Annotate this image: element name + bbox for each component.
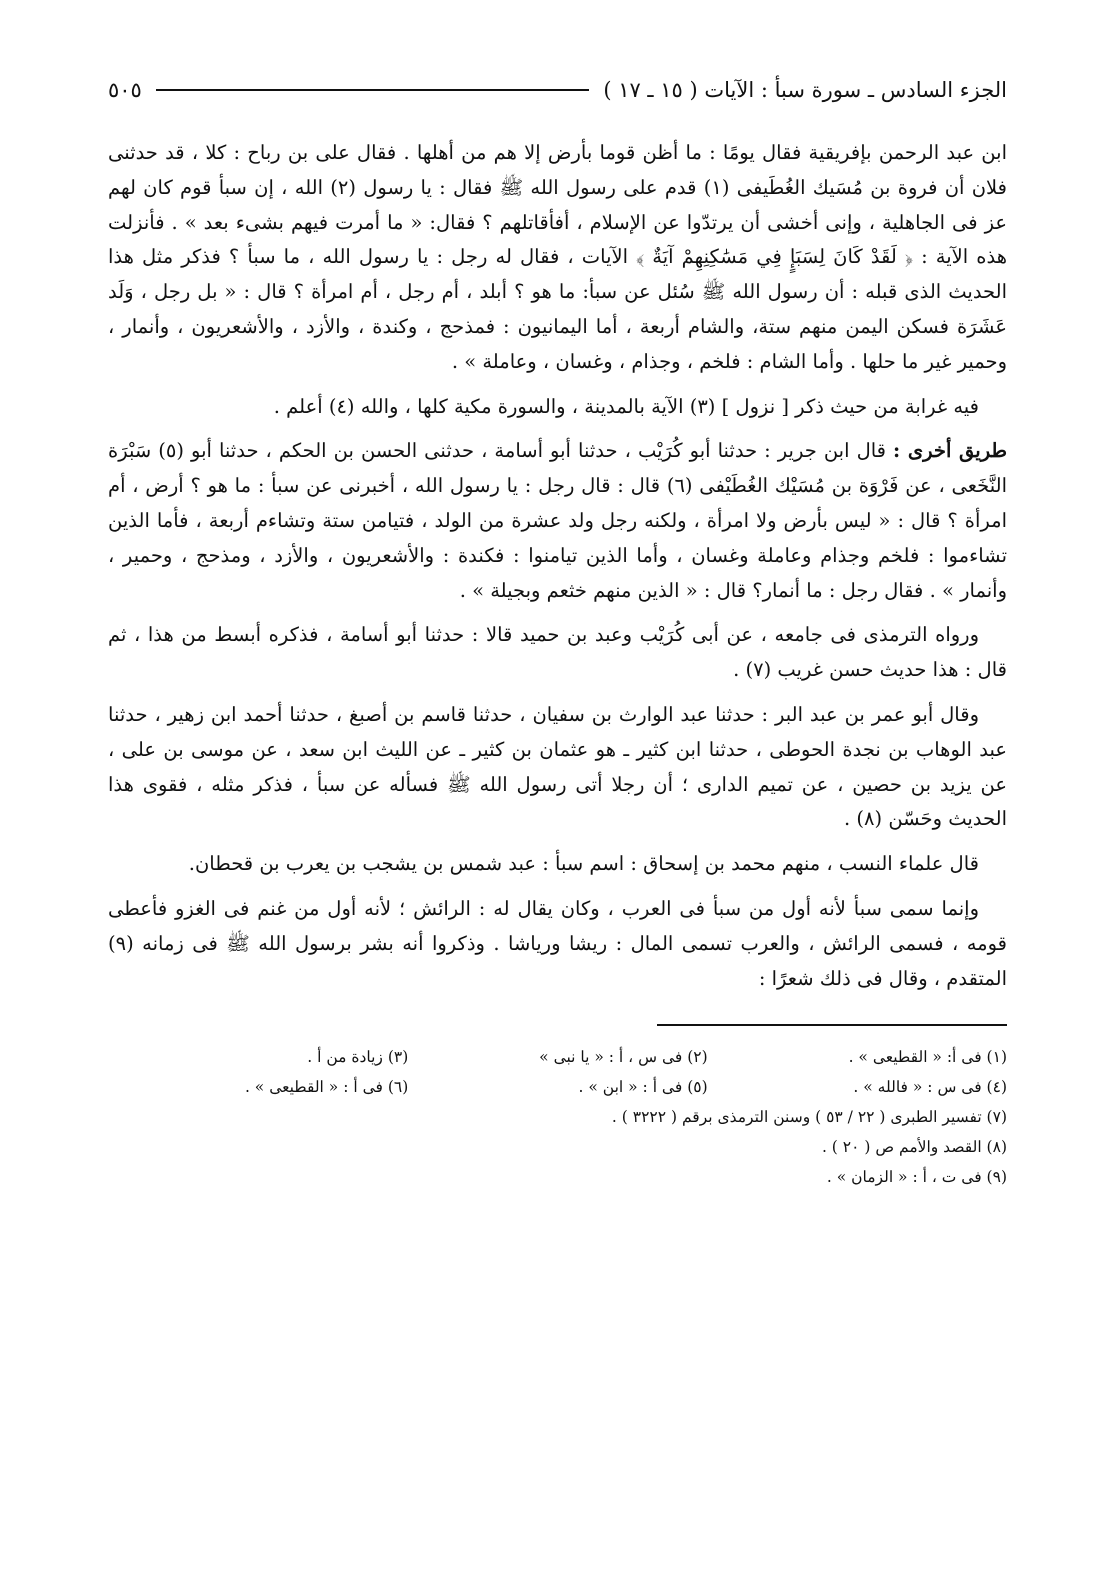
paragraph <box>108 698 1007 837</box>
footnote: (٦) فى أ : « القطيعى » . <box>244 1078 409 1097</box>
paragraph-text: قال ابن جرير : حدثنا أبو كُرَيْب ، حدثنا أبو أسامة ، حدثنى الحسن بن الحكم ، حدثنا أبو (٥) سَبْرَة النَّخَعى ، عن فَرْوَة بن مُسَيْك الغُطَيْفى (٦) قال : قال رجل : يا رسول الله ، أخبرنى عن سبأ : ما هو ؟ أرض ، أم امرأة ؟ قال : « ليس بأرض ولا امرأة ، ولكنه رجل ولد عشرة من الولد ، فتيامن ستة وتشاءم أربعة ، فأما الذين تشاءموا : فلخم وجذام وعاملة وغسان ، وأما الذين تيامنوا : فكندة : والأشعريون ، والأزد ، ومذحج ، وحمير ، وأنمار » . فقال رجل : ما أنمار؟ قال : « الذين منهم خثعم وبجيلة » . <box>108 439 1007 602</box>
footnote: (٩) فى ت ، أ : « الزمان » . <box>826 1168 1007 1187</box>
running-title: الجزء السادس ـ سورة سبأ : الآيات ( ١٥ ـ ١٧ ) <box>603 78 1007 102</box>
footnote: (٢) فى س ، أ : « يا نبى » <box>539 1048 708 1067</box>
footnote: (٣) زيادة من أ . <box>307 1048 409 1067</box>
page-number: ٥٠٥ <box>108 78 142 102</box>
header-rule <box>156 89 589 91</box>
paragraph <box>108 434 1007 608</box>
footnote-row <box>108 1072 1007 1102</box>
paragraph-text: فيه غرابة من حيث ذكر [ نزول ] (٣) الآية بالمدينة ، والسورة مكية كلها ، والله (٤) أعلم . <box>273 394 979 418</box>
paragraph-text: وقال أبو عمر بن عبد البر : حدثنا عبد الوارث بن سفيان ، حدثنا قاسم بن أصبغ ، حدثنا أحمد ابن زهير ، حدثنا عبد الوهاب بن نجدة الحوطى ، حدثنا ابن كثير ـ هو عثمان بن كثير ـ عن الليث ابن سعد ، عن موسى بن على ، عن يزيد بن حصين ، عن تميم الدارى ؛ أن رجلا أتى رسول الله ﷺ فسأله عن سبأ ، فذكر مثله ، فقوى هذا الحديث وحَسّن (٨) . <box>108 702 1007 831</box>
paragraph-text: ابن عبد الرحمن بإفريقية فقال يومًا : ما أظن قوما بأرض إلا هم من أهلها . فقال على بن رباح : كلا ، قد حدثنى فلان أن فروة بن مُسَيك الغُطَيفى (١) قدم على رسول الله ﷺ فقال : يا رسول (٢) الله ، إن سبأ قوم كان لهم عز فى الجاهلية ، وإنى أخشى أن يرتدّوا عن الإسلام ، أفأقاتلهم ؟ فقال: « ما أمرت فيهم بشىء بعد » . فأنزلت هذه الآية : ﴿ لَقَدْ كَانَ لِسَبَإٍ فِي مَسَٰكِنِهِمْ آيَةٌ ﴾ الآيات ، فقال له رجل : يا رسول الله ، ما سبأ ؟ فذكر مثل هذا الحديث الذى قبله : أن رسول الله ﷺ سُئل عن سبأ: ما هو ؟ أبلد ، أم رجل ، أم امرأة ؟ قال : « بل رجل ، وَلَد عَشَرَة فسكن اليمن منهم ستة، والشام أربعة ، أما اليمانيون : فمذحج ، وكندة ، والأزد ، والأشعريون ، وأنمار ، وحمير غير ما حلها . وأما الشام : فلخم ، وجذام ، وغسان ، وعاملة » . <box>108 141 1008 373</box>
footnote-separator <box>657 1024 1007 1026</box>
section-lead: طريق أخرى : <box>893 439 1007 463</box>
paragraph <box>108 847 1007 882</box>
paragraph-text: وإنما سمى سبأ لأنه أول من سبأ فى العرب ، وكان يقال له : الرائش ؛ لأنه أول من غنم فى الغزو فأعطى قومه ، فسمى الرائش ، والعرب تسمى المال : ريشا ورياشا . وذكروا أنه بشر برسول الله ﷺ فى زمانه (٩) المتقدم ، وقال فى ذلك شعرًا : <box>108 896 1007 990</box>
footnote: (٧) تفسير الطبرى ( ٢٢ / ٥٣ ) وسنن الترمذى برقم ( ٣٢٢٢ ) . <box>611 1108 1007 1127</box>
paragraph-text: ورواه الترمذى فى جامعه ، عن أبى كُرَيْب وعبد بن حميد قالا : حدثنا أبو أسامة ، فذكره أبسط من هذا ، ثم قال : هذا حديث حسن غريب (٧) . <box>108 623 1007 682</box>
footnote: (٤) فى س : « فالله » . <box>853 1078 1007 1097</box>
main-text <box>108 136 1007 996</box>
paragraph <box>108 390 1007 425</box>
footnote: (٥) فى أ : « ابن » . <box>578 1078 708 1097</box>
paragraph <box>108 892 1007 996</box>
footnote-row <box>108 1042 1007 1072</box>
paragraph-text: قال علماء النسب ، منهم محمد بن إسحاق : اسم سبأ : عبد شمس بن يشجب بن يعرب بن قحطان. <box>188 852 979 876</box>
footnote: (١) فى أ: « القطيعى » . <box>848 1048 1007 1067</box>
footnote: (٨) القصد والأمم ص ( ٢٠ ) . <box>821 1138 1007 1157</box>
running-header <box>108 70 1007 110</box>
footnotes <box>108 1042 1007 1192</box>
paragraph <box>108 136 1007 380</box>
paragraph <box>108 618 1007 688</box>
